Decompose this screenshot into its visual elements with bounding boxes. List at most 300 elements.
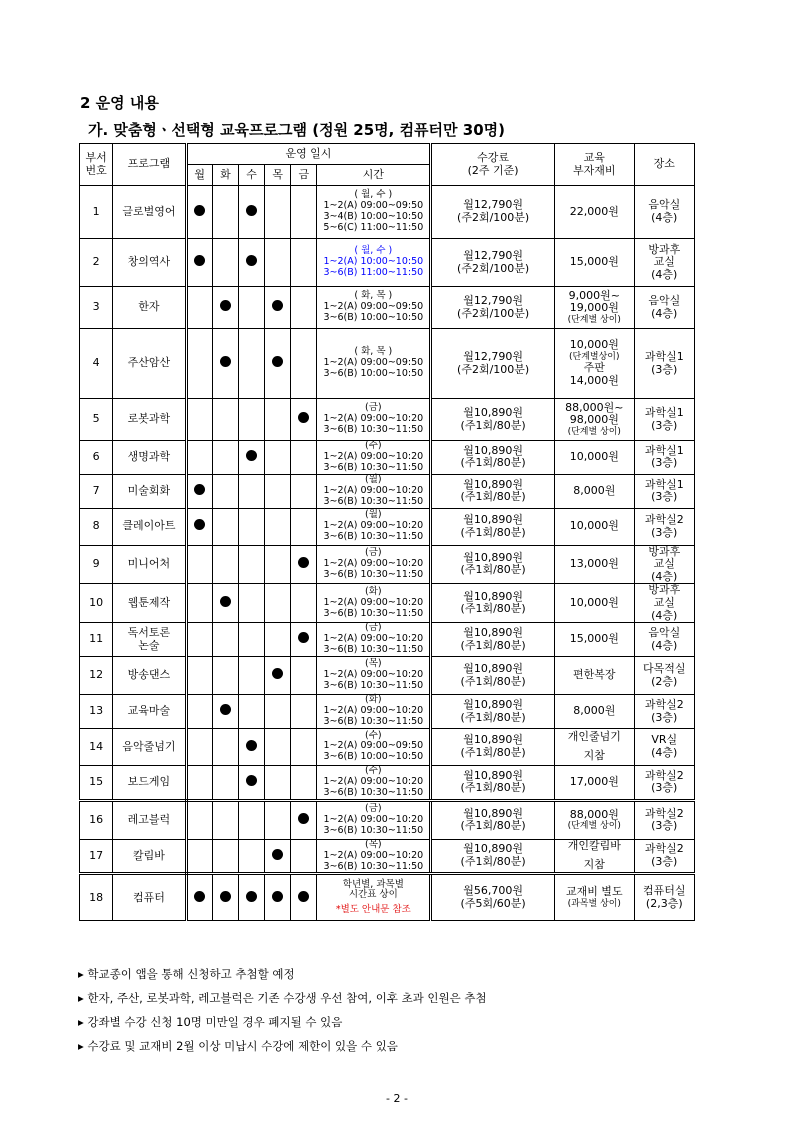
day-cell [238, 329, 264, 399]
session-dot-icon [194, 255, 205, 266]
time-days: (목) [365, 658, 382, 670]
header-fee [431, 144, 555, 186]
day-cell [291, 545, 317, 584]
time-cell [317, 695, 431, 729]
place-line: 음악실 [648, 626, 681, 640]
material-line: 13,000원 [569, 557, 619, 571]
day-cell [291, 474, 317, 508]
place-line: 과학실2 [644, 842, 684, 856]
material-line: (단계별 상이) [567, 821, 621, 832]
material-cell [555, 508, 635, 545]
material-line: 개인줄넘기 [567, 730, 621, 744]
fee-line: 월10,890원 [463, 443, 523, 457]
fee-line: (주1회/80분) [460, 638, 526, 652]
time-slot: 1~2(A) 09:00~10:20 [323, 705, 424, 717]
table-row [80, 545, 695, 584]
place-cell [634, 399, 694, 441]
day-cell [212, 623, 238, 657]
day-cell [291, 287, 317, 329]
day-cell [212, 800, 238, 839]
time-cell [317, 441, 431, 475]
time-days: (수) [365, 764, 382, 776]
table-row [80, 508, 695, 545]
day-cell [291, 239, 317, 287]
day-cell [291, 623, 317, 657]
material-cell [555, 474, 635, 508]
day-cell [291, 765, 317, 800]
fee-cell [431, 728, 555, 765]
time-slot: 3~4(B) 10:00~10:50 [323, 211, 424, 222]
program-name: 웹툰제작 [113, 584, 186, 623]
material-cell [555, 695, 635, 729]
time-cell [317, 399, 431, 441]
row-number: 12 [80, 657, 113, 695]
material-cell [555, 399, 635, 441]
session-dot-icon [272, 668, 283, 679]
day-cell [265, 399, 291, 441]
fee-line: 월56,700원 [463, 884, 523, 898]
row-number: 3 [80, 287, 113, 329]
time-days: (목) [365, 838, 382, 850]
header-day-fri: 금 [291, 165, 317, 186]
table-row [80, 657, 695, 695]
fee-line: (주2회/100분) [457, 261, 530, 275]
day-cell [291, 657, 317, 695]
day-cell [186, 399, 212, 441]
session-dot-icon [298, 813, 309, 824]
day-cell [291, 399, 317, 441]
time-days: (수) [365, 729, 382, 741]
place-line: (4층) [651, 638, 678, 652]
day-cell [265, 186, 291, 239]
fee-cell [431, 287, 555, 329]
place-cell [634, 329, 694, 399]
day-cell [186, 287, 212, 329]
day-cell [291, 329, 317, 399]
header-place [634, 144, 694, 186]
time-cell [317, 287, 431, 329]
time-slot: 3~6(B) 10:30~11:50 [323, 824, 424, 836]
material-line: 10,000원 [569, 519, 619, 533]
place-line: (3층) [651, 525, 678, 539]
day-cell [265, 474, 291, 508]
row-number: 4 [80, 329, 113, 399]
time-days: (월) [365, 509, 382, 521]
day-cell [291, 584, 317, 623]
day-cell [265, 874, 291, 921]
program-name: 음악줄넘기 [113, 728, 186, 765]
row-number: 18 [80, 874, 113, 921]
time-cell [317, 657, 431, 695]
fee-line: 월10,890원 [463, 550, 523, 564]
material-cell [555, 186, 635, 239]
time-cell [317, 800, 431, 839]
day-cell [212, 287, 238, 329]
day-cell [186, 800, 212, 839]
place-line: 과학실1 [644, 349, 684, 363]
time-slot: 1~2(A) 09:00~10:20 [323, 596, 424, 608]
day-cell [186, 239, 212, 287]
fee-line: (주2회/100분) [457, 362, 530, 376]
session-dot-icon [220, 300, 231, 311]
time-cell [317, 508, 431, 545]
time-slot: 3~6(B) 10:30~11:50 [323, 568, 424, 580]
place-line: 음악실 [648, 198, 681, 212]
fee-cell [431, 765, 555, 800]
day-cell [238, 239, 264, 287]
time-days: 학년별, 과목별 시간표 상이 [342, 878, 404, 901]
table-row [80, 695, 695, 729]
table-row [80, 441, 695, 475]
session-dot-icon [246, 450, 257, 461]
fee-line: 월10,890원 [463, 626, 523, 640]
time-days: (월) [365, 473, 382, 485]
session-dot-icon [246, 205, 257, 216]
time-days: (금) [365, 802, 382, 814]
day-cell [212, 657, 238, 695]
day-cell [212, 874, 238, 921]
time-cell [317, 545, 431, 584]
program-name: 클레이아트 [113, 508, 186, 545]
place-cell [634, 287, 694, 329]
fee-line: (주1회/80분) [460, 525, 526, 539]
day-cell [186, 623, 212, 657]
session-dot-icon [220, 891, 231, 902]
table-row [80, 239, 695, 287]
day-cell [238, 508, 264, 545]
table-row [80, 623, 695, 657]
day-cell [238, 474, 264, 508]
time-cell [317, 765, 431, 800]
time-cell [317, 239, 431, 287]
fee-cell [431, 874, 555, 921]
day-cell [212, 584, 238, 623]
header-program-text: 프로그램 [127, 157, 171, 171]
session-dot-icon [272, 300, 283, 311]
session-dot-icon [298, 632, 309, 643]
header-no-text: 부서 번호 [85, 150, 107, 177]
time-cell [317, 839, 431, 874]
material-line: (단계별 상이) [567, 314, 621, 325]
note-item: ▸ 강좌별 수강 신청 10명 미만일 경우 폐지될 수 있음 [78, 1015, 343, 1029]
day-cell [212, 329, 238, 399]
header-no [80, 144, 113, 186]
fee-line: (주1회/80분) [460, 855, 526, 869]
place-line: 컴퓨터실 [643, 884, 686, 898]
time-days: (수) [365, 440, 382, 451]
time-slot: 1~2(A) 09:00~09:50 [323, 301, 424, 313]
time-slot: 1~2(A) 09:00~09:50 [323, 357, 424, 369]
place-line: (3층) [651, 456, 678, 470]
section-title: 2 운영 내용 [80, 94, 159, 112]
material-line: (과목별 상이) [567, 899, 621, 910]
fee-cell [431, 186, 555, 239]
place-cell [634, 508, 694, 545]
material-line: 8,000원 [573, 704, 616, 718]
session-dot-icon [194, 205, 205, 216]
program-name: 한자 [113, 287, 186, 329]
day-cell [265, 623, 291, 657]
time-slot: 1~2(A) 10:00~10:50 [323, 256, 424, 268]
time-slot: 3~6(B) 10:30~11:50 [323, 495, 424, 507]
time-slot: 3~6(B) 10:00~10:50 [323, 311, 424, 323]
day-cell [291, 874, 317, 921]
time-slot: 1~2(A) 09:00~09:50 [323, 740, 424, 752]
session-dot-icon [194, 519, 205, 530]
material-line: (단계별상이) [569, 352, 620, 362]
header-day-thu: 목 [265, 165, 291, 186]
place-cell [634, 657, 694, 695]
session-dot-icon [272, 849, 283, 860]
table-row [80, 584, 695, 623]
day-cell [291, 186, 317, 239]
table-row [80, 287, 695, 329]
fee-line: (주5회/60분) [460, 896, 526, 910]
day-cell [238, 728, 264, 765]
material-cell [555, 584, 635, 623]
place-cell [634, 765, 694, 800]
day-cell [238, 584, 264, 623]
material-line: 개인칼림바 [567, 839, 621, 853]
time-days: ( 월, 수 ) [354, 189, 393, 201]
day-cell [265, 584, 291, 623]
material-line: 지참 [583, 748, 605, 762]
row-number: 17 [80, 839, 113, 874]
day-cell [238, 765, 264, 800]
row-number: 10 [80, 584, 113, 623]
material-line: 10,000원 [569, 450, 619, 464]
time-slot: 1~2(A) 09:00~09:50 [323, 200, 424, 212]
time-slot: 3~6(B) 10:00~10:50 [323, 751, 424, 763]
place-line: 과학실2 [644, 697, 684, 711]
fee-line: (주1회/80분) [460, 563, 526, 577]
time-slot: 1~2(A) 09:00~10:20 [323, 633, 424, 645]
day-cell [212, 399, 238, 441]
session-dot-icon [246, 740, 257, 751]
program-name: 컴퓨터 [113, 874, 186, 921]
place-line: (4층) [651, 608, 678, 622]
material-line: 15,000원 [569, 632, 619, 646]
program-name: 미니어처 [113, 545, 186, 584]
day-cell [212, 474, 238, 508]
day-cell [186, 441, 212, 475]
day-cell [238, 287, 264, 329]
table-row [80, 399, 695, 441]
place-line: 과학실1 [644, 443, 684, 457]
session-dot-icon [220, 596, 231, 607]
fee-cell [431, 474, 555, 508]
session-dot-icon [298, 412, 309, 423]
session-dot-icon [272, 891, 283, 902]
material-line: 9,000원~ [568, 288, 620, 302]
program-name: 생명과학 [113, 441, 186, 475]
time-cell [317, 728, 431, 765]
fee-line: 월10,890원 [463, 733, 523, 747]
row-number: 16 [80, 800, 113, 839]
day-cell [291, 839, 317, 874]
material-line: 10,000원 [569, 338, 619, 352]
row-number: 13 [80, 695, 113, 729]
place-cell [634, 623, 694, 657]
place-line: 음악실 [648, 293, 681, 307]
time-slot: 1~2(A) 09:00~10:20 [323, 413, 424, 425]
day-cell [186, 695, 212, 729]
time-days: (금) [365, 622, 382, 634]
note-item: ▸ 학교종이 앱을 통해 신청하고 추첨할 예정 [78, 967, 295, 981]
place-cell [634, 441, 694, 475]
material-cell [555, 765, 635, 800]
place-line: 교실 [653, 596, 675, 610]
time-cell [317, 874, 431, 921]
program-name: 독서토론 논술 [113, 623, 186, 657]
material-line: 19,000원 [569, 301, 619, 315]
place-cell [634, 839, 694, 874]
place-line: (2,3층) [645, 896, 683, 910]
fee-line: (주1회/80분) [460, 490, 526, 504]
session-dot-icon [298, 557, 309, 568]
fee-line: 월10,890원 [463, 842, 523, 856]
day-cell [186, 839, 212, 874]
day-cell [238, 839, 264, 874]
header-day-wed: 수 [238, 165, 264, 186]
fee-line: (주1회/80분) [460, 710, 526, 724]
day-cell [291, 695, 317, 729]
fee-line: 월10,890원 [463, 589, 523, 603]
fee-line: 월10,890원 [463, 806, 523, 820]
material-cell [555, 239, 635, 287]
fee-cell [431, 399, 555, 441]
fee-line: 월12,790원 [463, 293, 523, 307]
time-slot: 3~6(B) 10:30~11:50 [323, 607, 424, 619]
day-cell [265, 508, 291, 545]
fee-cell [431, 839, 555, 874]
day-cell [186, 545, 212, 584]
place-line: (3층) [651, 710, 678, 724]
session-dot-icon [246, 775, 257, 786]
day-cell [212, 695, 238, 729]
day-cell [291, 508, 317, 545]
program-name: 로봇과학 [113, 399, 186, 441]
fee-line: 월10,890원 [463, 662, 523, 675]
program-name: 창의역사 [113, 239, 186, 287]
place-line: 방과후 [648, 242, 681, 256]
fee-line: (주1회/80분) [460, 819, 526, 833]
time-slot: 3~6(B) 11:00~11:50 [323, 266, 424, 278]
program-name: 보드게임 [113, 765, 186, 800]
table-row [80, 474, 695, 508]
program-name: 교육마술 [113, 695, 186, 729]
day-cell [186, 186, 212, 239]
session-dot-icon [220, 704, 231, 715]
day-cell [265, 839, 291, 874]
day-cell [265, 441, 291, 475]
program-name: 글로벌영어 [113, 186, 186, 239]
fee-cell [431, 800, 555, 839]
time-cell [317, 329, 431, 399]
material-cell [555, 800, 635, 839]
fee-line: 월10,890원 [463, 405, 523, 419]
material-cell [555, 441, 635, 475]
day-cell [212, 441, 238, 475]
time-cell [317, 474, 431, 508]
time-days: ( 월, 수 ) [354, 245, 393, 257]
place-cell [634, 474, 694, 508]
place-line: 다목적실 [643, 662, 686, 675]
day-cell [212, 765, 238, 800]
day-cell [265, 657, 291, 695]
place-line: (3층) [651, 819, 678, 833]
day-cell [238, 186, 264, 239]
day-cell [265, 239, 291, 287]
time-slot: 1~2(A) 09:00~10:20 [323, 775, 424, 787]
day-cell [291, 441, 317, 475]
place-line: 과학실2 [644, 806, 684, 820]
program-name: 레고블럭 [113, 800, 186, 839]
time-slot: 3~6(B) 10:30~11:50 [323, 644, 424, 656]
time-slot: 1~2(A) 09:00~10:20 [323, 484, 424, 496]
fee-cell [431, 508, 555, 545]
header-day-mon: 월 [186, 165, 212, 186]
header-fee-text: 수강료 (2주 기준) [467, 150, 519, 177]
fee-line: (주1회/80분) [460, 781, 526, 795]
row-number: 15 [80, 765, 113, 800]
place-cell [634, 728, 694, 765]
day-cell [212, 239, 238, 287]
time-slot: 3~6(B) 10:00~10:50 [323, 367, 424, 379]
place-cell [634, 545, 694, 584]
material-line: 15,000원 [569, 255, 619, 269]
row-number: 7 [80, 474, 113, 508]
day-cell [265, 765, 291, 800]
material-line: 주판 [583, 361, 605, 375]
row-number: 8 [80, 508, 113, 545]
fee-line: (주2회/100분) [457, 211, 530, 224]
notes-list [78, 962, 487, 1058]
place-line: (3층) [651, 781, 678, 795]
material-line: 22,000원 [569, 204, 619, 218]
time-note: *별도 안내문 참조 [335, 904, 411, 916]
header-material-text: 교육 부자재비 [573, 150, 616, 177]
note-item: ▸ 수강료 및 교재비 2월 이상 미납시 수강에 제한이 있을 수 있음 [78, 1039, 398, 1053]
material-line: 88,000원 [569, 807, 619, 821]
fee-line: (주2회/100분) [457, 306, 530, 320]
place-line: (4층) [651, 211, 678, 224]
day-cell [186, 765, 212, 800]
place-line: 교실 [653, 557, 675, 571]
place-line: (3층) [651, 855, 678, 869]
place-line: (4층) [651, 569, 678, 583]
place-line: (4층) [651, 745, 678, 759]
fee-line: (주1회/80분) [460, 418, 526, 432]
time-slot: 3~6(B) 10:30~11:50 [323, 461, 424, 473]
time-days: (화) [365, 694, 382, 706]
header-schedule [186, 144, 431, 165]
place-cell [634, 800, 694, 839]
table-row [80, 329, 695, 399]
material-line: 교재비 별도 [565, 885, 623, 899]
note-item: ▸ 한자, 주산, 로봇과학, 레고블럭은 기존 수강생 우선 참여, 이후 초과 인원은 추첨 [78, 991, 487, 1005]
header-material [555, 144, 635, 186]
place-line: (4층) [651, 306, 678, 320]
fee-cell [431, 545, 555, 584]
time-cell [317, 584, 431, 623]
fee-cell [431, 239, 555, 287]
material-cell [555, 728, 635, 765]
fee-line: 월10,890원 [463, 697, 523, 711]
place-line: (3층) [651, 490, 678, 504]
day-cell [238, 399, 264, 441]
time-slot: 3~6(B) 10:30~11:50 [323, 423, 424, 435]
